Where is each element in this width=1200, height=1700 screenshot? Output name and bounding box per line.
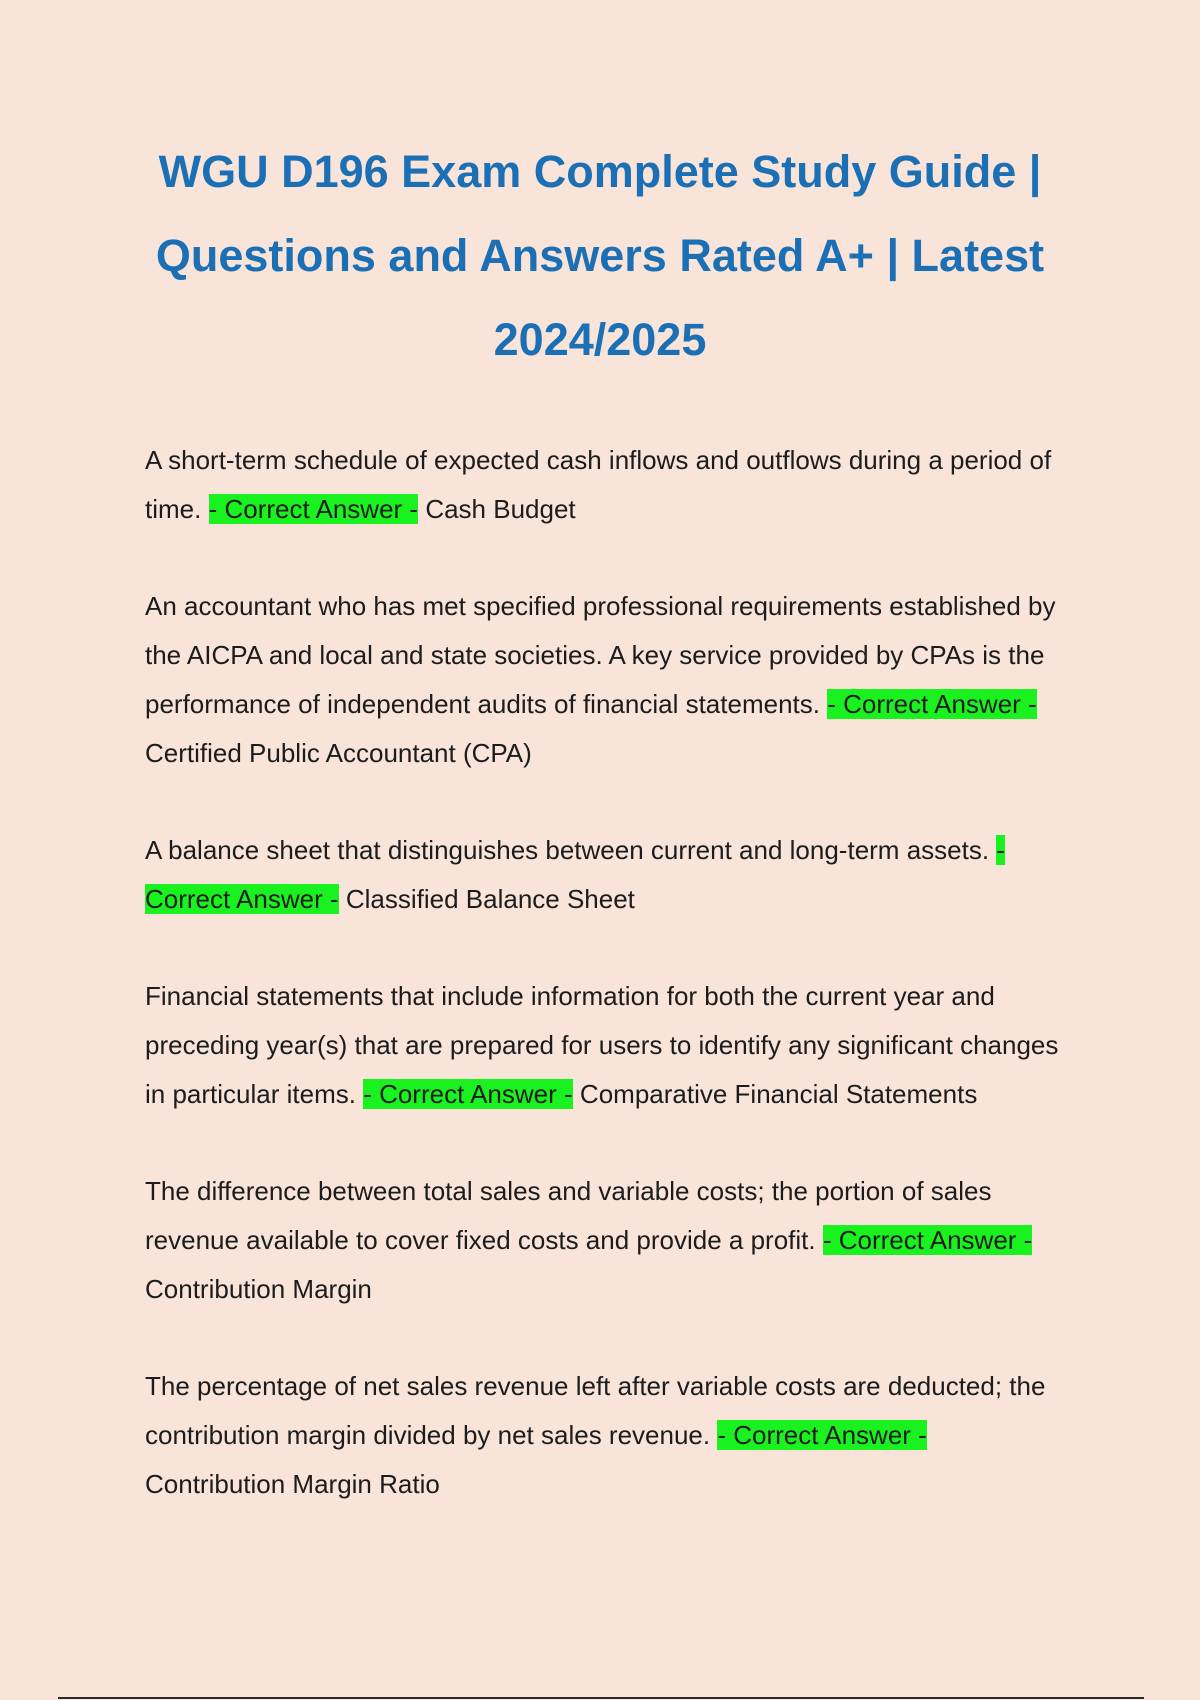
question-text: An accountant who has met specified professional requirements established by the AICPA and local and state societies. A key service provided by CPAs is the performance of independent audits of financial statements. xyxy=(145,591,1056,719)
question-text: The percentage of net sales revenue left after variable costs are deducted; the contribution margin divided by net sales revenue. xyxy=(145,1371,1046,1450)
correct-answer-marker: - Correct Answer - xyxy=(145,835,1005,914)
qa-item xyxy=(145,1167,1065,1314)
question-text: The difference between total sales and variable costs; the portion of sales revenue available to cover fixed costs and provide a profit. xyxy=(145,1176,992,1255)
footer-rule xyxy=(58,1697,1144,1699)
answer-text: Comparative Financial Statements xyxy=(579,1079,978,1109)
answer-text: Cash Budget xyxy=(425,494,576,524)
qa-item xyxy=(145,972,1065,1119)
answer-text: Classified Balance Sheet xyxy=(345,884,635,914)
answer-text: Contribution Margin xyxy=(145,1274,372,1304)
correct-answer-marker: - Correct Answer - xyxy=(717,1420,927,1450)
answer-text: Certified Public Accountant (CPA) xyxy=(145,738,532,768)
qa-item xyxy=(145,826,1065,924)
qa-item xyxy=(145,436,1065,534)
qa-list xyxy=(145,436,1065,1557)
correct-answer-marker: - Correct Answer - xyxy=(822,1225,1033,1255)
question-text: Financial statements that include information for both the current year and preceding year(s) that are prepared for users to identify any significant changes in particular items. xyxy=(145,981,1059,1109)
answer-text: Contribution Margin Ratio xyxy=(145,1469,440,1499)
question-text: A balance sheet that distinguishes between current and long-term assets. xyxy=(145,835,997,865)
correct-answer-marker: - Correct Answer - xyxy=(827,689,1037,719)
document-title: WGU D196 Exam Complete Study Guide | Questions and Answers Rated A+ | Latest 2024/2025 xyxy=(155,146,1045,365)
correct-answer-marker: - Correct Answer - xyxy=(208,494,419,524)
correct-answer-marker: - Correct Answer - xyxy=(363,1079,573,1109)
question-text: A short-term schedule of expected cash inflows and outflows during a period of time. xyxy=(145,445,1052,524)
qa-item xyxy=(145,582,1065,778)
qa-item xyxy=(145,1362,1065,1509)
